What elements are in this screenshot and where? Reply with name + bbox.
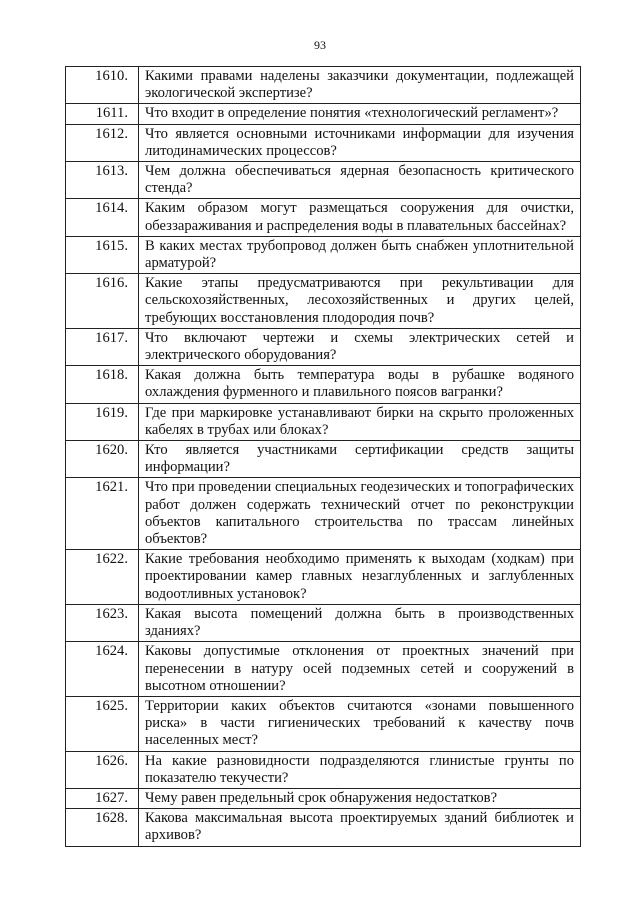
question-number: 1626. (66, 751, 139, 788)
question-number: 1613. (66, 162, 139, 199)
question-number: 1617. (66, 328, 139, 365)
question-number: 1627. (66, 788, 139, 808)
table-row (66, 441, 581, 478)
question-text: Территории каких объектов считаются «зонами повышенного риска» в части гигиенических требований к качеству почв населенных мест? (139, 696, 581, 751)
page-number: 93 (314, 38, 326, 52)
question-text: Каковы допустимые отклонения от проектных значений при перенесении в натуру осей подземных сетей и сооружений в высотном отношении? (139, 642, 581, 697)
question-text: Что включают чертежи и схемы электрических сетей и электрического оборудования? (139, 328, 581, 365)
question-number: 1619. (66, 403, 139, 440)
question-text: Каким образом могут размещаться сооружения для очистки, обеззараживания и распределения воды в плавательных бассейнах? (139, 199, 581, 236)
question-text: Какими правами наделены заказчики документации, подлежащей экологической экспертизе? (139, 67, 581, 104)
question-number: 1625. (66, 696, 139, 751)
table-row (66, 199, 581, 236)
question-text: Какая должна быть температура воды в рубашке водяного охлаждения фурменного и плавильного поясов вагранки? (139, 366, 581, 403)
question-text: Чем должна обеспечиваться ядерная безопасность критического стенда? (139, 162, 581, 199)
table-row (66, 67, 581, 104)
question-number: 1620. (66, 441, 139, 478)
question-number: 1611. (66, 104, 139, 124)
question-text: Чему равен предельный срок обнаружения недостатков? (139, 788, 581, 808)
table-row (66, 403, 581, 440)
question-text: Какие требования необходимо применять к выходам (ходкам) при проектировании камер главных незаглубленных и заглубленных водоотливных установок? (139, 550, 581, 605)
question-number: 1612. (66, 124, 139, 161)
question-text: Что при проведении специальных геодезических и топографических работ должен содержать технический отчет по реконструкции объектов капитального строительства по трассам линейных объектов? (139, 478, 581, 550)
question-text: Какая высота помещений должна быть в производственных зданиях? (139, 604, 581, 641)
question-text: В каких местах трубопровод должен быть снабжен уплотнительной арматурой? (139, 236, 581, 273)
question-number: 1614. (66, 199, 139, 236)
table-row (66, 550, 581, 605)
question-number: 1624. (66, 642, 139, 697)
question-text: Что входит в определение понятия «технологический регламент»? (139, 104, 581, 124)
question-number: 1618. (66, 366, 139, 403)
question-number: 1621. (66, 478, 139, 550)
table-row (66, 274, 581, 329)
question-text: Какие этапы предусматриваются при рекультивации для сельскохозяйственных, лесохозяйственных и других целей, требующих восстановления плодородия почв? (139, 274, 581, 329)
table-row (66, 366, 581, 403)
question-number: 1623. (66, 604, 139, 641)
questions-table (65, 66, 581, 847)
question-text: На какие разновидности подразделяются глинистые грунты по показателю текучести? (139, 751, 581, 788)
question-number: 1628. (66, 809, 139, 846)
table-row (66, 604, 581, 641)
question-number: 1615. (66, 236, 139, 273)
table-row (66, 236, 581, 273)
table-row (66, 642, 581, 697)
question-text: Где при маркировке устанавливают бирки на скрыто проложенных кабелях в трубах или блоках? (139, 403, 581, 440)
table-row (66, 788, 581, 808)
question-number: 1616. (66, 274, 139, 329)
table-row (66, 696, 581, 751)
question-text: Кто является участниками сертификации средств защиты информации? (139, 441, 581, 478)
question-number: 1610. (66, 67, 139, 104)
table-row (66, 809, 581, 846)
table-row (66, 104, 581, 124)
table-row (66, 124, 581, 161)
table-row (66, 328, 581, 365)
question-number: 1622. (66, 550, 139, 605)
table-row (66, 751, 581, 788)
table-row (66, 162, 581, 199)
question-text: Что является основными источниками информации для изучения литодинамических процессов? (139, 124, 581, 161)
question-text: Какова максимальная высота проектируемых зданий библиотек и архивов? (139, 809, 581, 846)
table-row (66, 478, 581, 550)
